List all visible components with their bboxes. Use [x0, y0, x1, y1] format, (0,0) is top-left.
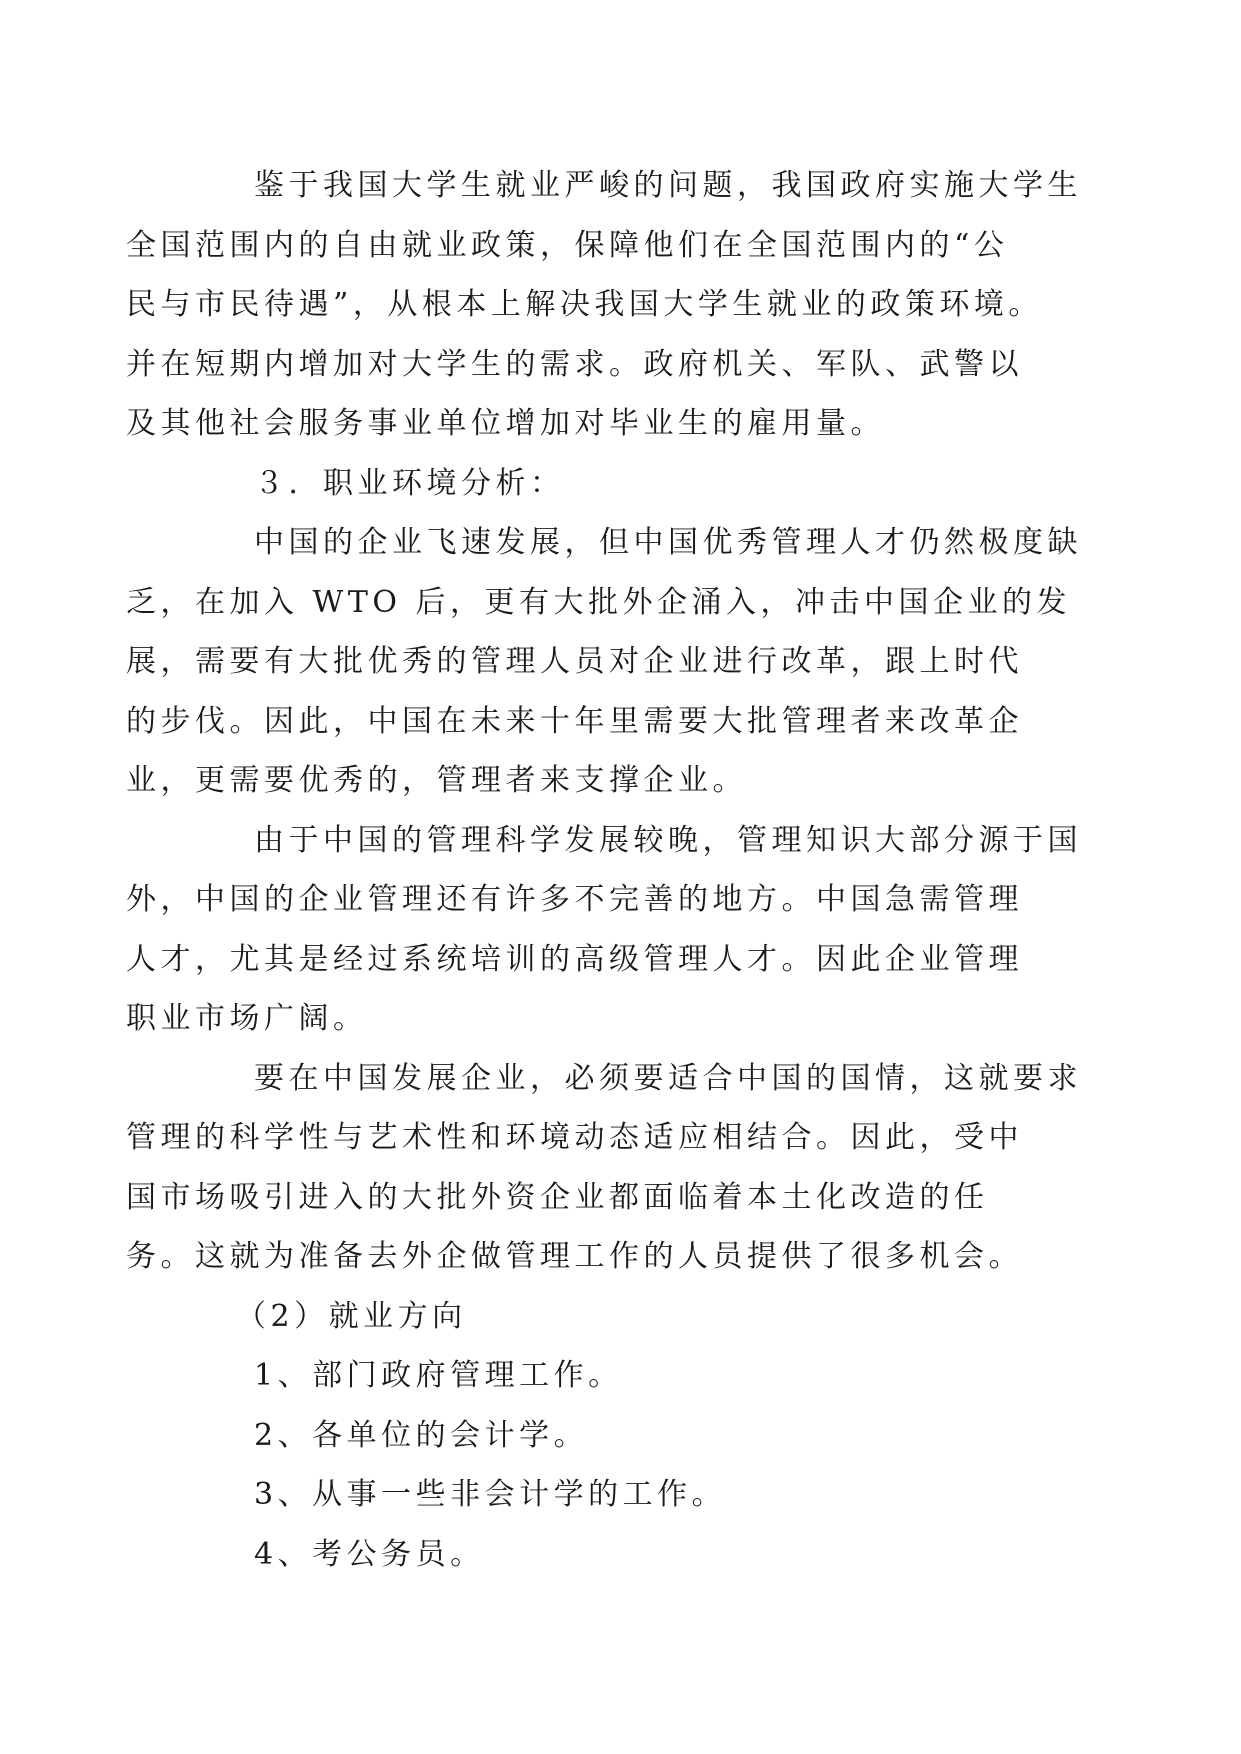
text-line: 及其他社会服务事业单位增加对毕业生的雇用量。 [126, 406, 885, 441]
text-line: 鉴于我国大学生就业严峻的问题，我国政府实施大学生 [254, 168, 1082, 203]
paragraph-localization [126, 1049, 1082, 1287]
text-line: 管理的科学性与艺术性和环境动态适应相结合。因此，受中 [126, 1120, 1023, 1155]
text-line: 并在短期内增加对大学生的需求。政府机关、军队、武警以 [126, 346, 1023, 382]
text-line: 人才，尤其是经过系统培训的高级管理人才。因此企业管理 [126, 941, 1023, 977]
text-line: 要在中国发展企业，必须要适合中国的国情，这就要求 [254, 1060, 1082, 1096]
paragraph-policy [126, 156, 1082, 454]
list-item: 2、各单位的会计学。 [254, 1417, 589, 1453]
text-line: 的步伐。因此，中国在未来十年里需要大批管理者来改革企 [126, 703, 1023, 739]
text-line: 务。这就为准备去外企做管理工作的人员提供了很多机会。 [126, 1239, 1023, 1274]
text-line: 展，需要有大批优秀的管理人员对企业进行改革，跟上时代 [126, 644, 1023, 679]
text-line: 全国范围内的自由就业政策，保障他们在全国范围内的“公 [126, 227, 1009, 263]
text-line: 外，中国的企业管理还有许多不完善的地方。中国急需管理 [126, 882, 1023, 917]
text-line: 由于中国的管理科学发展较晚，管理知识大部分源于国 [254, 822, 1082, 858]
document-body [126, 156, 1082, 1584]
text-line: 中国的企业飞速发展，但中国优秀管理人才仍然极度缺 [254, 525, 1082, 560]
list-item: 4、考公务员。 [254, 1536, 485, 1572]
paragraph-enterprise-development [126, 513, 1082, 811]
text-line: 乏，在加入 WTO 后，更有大批外企涌入，冲击中国企业的发 [126, 584, 1072, 620]
section-heading-career-environment: ３．职业环境分析： [254, 465, 565, 501]
text-line: 国市场吸引进入的大批外资企业都面临着本土化改造的任 [126, 1179, 989, 1215]
text-line: 民与市民待遇”，从根本上解决我国大学生就业的政策环境。 [126, 287, 1043, 322]
text-line: 业，更需要优秀的，管理者来支撑企业。 [126, 763, 747, 798]
section-heading-employment-direction: （2）就业方向 [236, 1298, 467, 1334]
list-item: 1、部门政府管理工作。 [254, 1358, 623, 1393]
list-item: 3、从事一些非会计学的工作。 [254, 1477, 727, 1512]
paragraph-management-science [126, 811, 1082, 1049]
text-line: 职业市场广阔。 [126, 1001, 368, 1036]
